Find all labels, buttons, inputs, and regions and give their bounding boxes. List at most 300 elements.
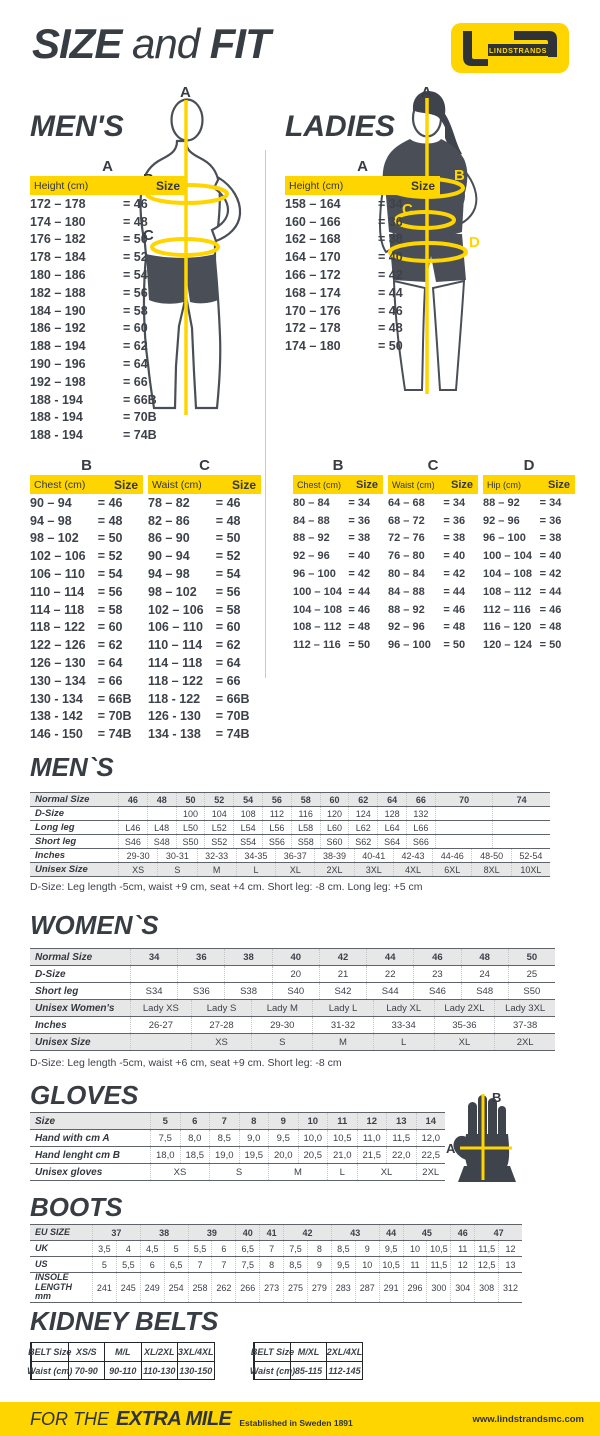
belt-value-cell: Waist (cm) — [254, 1362, 290, 1379]
size-cell: 8 — [259, 1257, 283, 1272]
row-label: Short leg — [35, 985, 79, 997]
table-header — [285, 176, 440, 195]
size-cell: 2XL — [416, 1164, 446, 1180]
column-header: Size — [231, 477, 256, 492]
column-header: Size — [450, 478, 473, 491]
size-value: = 40 — [443, 550, 466, 563]
size-cell: 132 — [406, 807, 435, 820]
label-a: A — [421, 84, 432, 101]
size-row — [483, 565, 575, 583]
size-value: = 58 — [123, 303, 148, 318]
size-cell: Lady 2XL — [434, 1000, 495, 1016]
size-cell: S50 — [508, 983, 555, 999]
range-value: 114 – 118 — [30, 602, 85, 617]
range-value: 80 – 84 — [388, 568, 425, 581]
size-value: = 42 — [443, 568, 466, 581]
row-label: Inches — [35, 1019, 67, 1031]
range-value: 160 – 166 — [285, 214, 341, 229]
size-cell: XS — [150, 1164, 209, 1180]
size-cell: 104 — [204, 807, 233, 820]
grid-row-unisex-size — [30, 863, 550, 877]
belt-header-cell: BELT Size — [254, 1343, 290, 1361]
size-cell: 7,5 — [283, 1241, 307, 1256]
size-row — [483, 547, 575, 565]
range-value: 110 – 114 — [148, 638, 203, 653]
size-rows — [30, 494, 143, 743]
size-cell: 9,0 — [239, 1130, 269, 1146]
size-value: = 44 — [348, 585, 371, 598]
size-value: = 62 — [123, 339, 148, 354]
size-value: = 52 — [123, 250, 148, 265]
size-value: = 66B — [123, 392, 157, 407]
size-cell: S42 — [319, 983, 366, 999]
range-value: 118 – 122 — [30, 620, 85, 635]
size-value: = 50 — [215, 531, 241, 546]
size-cell: 23 — [413, 966, 460, 982]
size-row — [148, 547, 261, 565]
row-cells — [118, 863, 550, 876]
range-value: 104 – 108 — [483, 568, 532, 581]
belt-header-cell: M/XL — [290, 1343, 326, 1361]
size-row — [388, 494, 478, 512]
size-row — [148, 725, 261, 743]
title-fit: FIT — [209, 20, 270, 67]
size-value: = 42 — [348, 568, 371, 581]
size-cell: 10 — [403, 1241, 427, 1256]
size-cell: 304 — [450, 1273, 474, 1302]
size-cell: 40-41 — [354, 849, 393, 862]
size-value: = 34 — [443, 496, 466, 509]
size-value: = 66B — [97, 691, 132, 706]
size-cell: 11,0 — [357, 1130, 387, 1146]
size-cell: S52 — [204, 835, 233, 848]
size-cell: 44 — [379, 1225, 403, 1240]
range-value: 126 – 130 — [30, 656, 86, 671]
size-row — [30, 284, 185, 302]
range-value: 102 – 106 — [148, 602, 204, 617]
mens-size-grid — [30, 792, 550, 877]
size-cell: 22,5 — [416, 1147, 446, 1163]
size-value: = 38 — [378, 232, 403, 247]
size-rows — [388, 494, 478, 654]
range-value: 176 – 182 — [30, 232, 86, 247]
table-header — [388, 475, 478, 494]
size-row — [30, 654, 143, 672]
size-cell: 43 — [331, 1225, 379, 1240]
size-cell: 7,5 — [235, 1257, 259, 1272]
range-value: 118 – 122 — [148, 673, 203, 688]
size-cell: M — [312, 1034, 373, 1050]
mens-section-title: MEN'S — [30, 110, 124, 143]
size-cell: 249 — [140, 1273, 164, 1302]
size-value: = 52 — [215, 549, 241, 564]
size-value: = 50 — [97, 531, 123, 546]
belt-value-cell: 85-115 — [290, 1362, 326, 1379]
row-label: Hand with cm A — [35, 1132, 110, 1144]
range-value: 90 – 94 — [148, 549, 190, 564]
logo-wordmark: LINDSTRANDS — [488, 46, 548, 55]
size-row — [293, 583, 383, 601]
size-cell: S48 — [461, 983, 508, 999]
size-value: = 66 — [123, 374, 148, 389]
size-value: = 54 — [215, 567, 241, 582]
size-cell: 29-30 — [118, 849, 157, 862]
range-value: 170 – 176 — [285, 303, 341, 318]
size-cell: 7 — [209, 1113, 239, 1129]
size-row — [293, 512, 383, 530]
size-row — [30, 373, 185, 391]
size-cell: S50 — [176, 835, 205, 848]
range-value: 188 - 194 — [30, 410, 83, 425]
size-cell: 21,5 — [357, 1147, 387, 1163]
column-header: Waist (cm) — [152, 478, 202, 491]
size-cell: 10 — [355, 1257, 379, 1272]
belt-header-cell: 3XL/4XL — [177, 1343, 214, 1361]
size-cell: 4XL — [393, 863, 432, 876]
belt-header-row — [250, 1343, 363, 1361]
size-value: = 38 — [443, 532, 466, 545]
belt-value-cell: 130-150 — [177, 1362, 214, 1379]
size-value: = 40 — [378, 250, 403, 265]
range-value: 88 – 92 — [483, 496, 520, 509]
range-value: 88 – 92 — [388, 603, 425, 616]
range-value: 116 – 120 — [483, 621, 532, 634]
label-a: A — [180, 84, 191, 101]
size-value: = 74B — [215, 727, 250, 742]
range-value: 78 – 82 — [148, 495, 190, 510]
size-value: = 66B — [215, 691, 250, 706]
row-cells — [92, 1225, 522, 1240]
size-cell: XS — [191, 1034, 252, 1050]
size-cell: XS — [118, 863, 157, 876]
size-value: = 56 — [123, 285, 148, 300]
size-cell: S46 — [118, 835, 147, 848]
size-cell: 44-46 — [432, 849, 471, 862]
size-cell: 29-30 — [251, 1017, 312, 1033]
footer-tagline-2: EXTRA MILE — [116, 1407, 232, 1430]
size-row — [148, 530, 261, 548]
size-value: = 44 — [539, 585, 562, 598]
ladies-hip-table — [483, 457, 575, 654]
size-cell: 19,0 — [209, 1147, 239, 1163]
grid-row-d-size — [30, 807, 550, 821]
size-row — [148, 708, 261, 726]
size-cell: S — [209, 1164, 268, 1180]
range-value: 172 – 178 — [285, 321, 341, 336]
row-label: Unisex Size — [35, 864, 88, 875]
size-row — [148, 601, 261, 619]
size-row — [30, 512, 143, 530]
size-cell: L62 — [348, 821, 377, 834]
grid-row-short-leg — [30, 835, 550, 849]
range-value: 72 – 76 — [388, 532, 425, 545]
table-header — [30, 176, 185, 195]
table-header — [30, 475, 143, 494]
size-value: = 60 — [123, 321, 148, 336]
grid-row-inches — [30, 849, 550, 863]
size-value: = 50 — [348, 639, 371, 652]
page-title — [32, 20, 270, 68]
belt-header-cell: XS/S — [68, 1343, 105, 1361]
range-value: 112 – 116 — [293, 639, 341, 652]
size-row — [30, 619, 143, 637]
size-cell: 7 — [211, 1257, 235, 1272]
grid-row-normal-size — [30, 949, 555, 966]
size-cell: L — [236, 863, 275, 876]
glove-cuff — [458, 1166, 516, 1182]
size-row — [285, 266, 440, 284]
size-cell: 12,5 — [474, 1257, 498, 1272]
range-value: 188 - 194 — [30, 428, 83, 443]
size-cell: 46 — [118, 793, 147, 806]
size-cell: 10,5 — [426, 1241, 450, 1256]
range-value: 110 – 114 — [30, 584, 85, 599]
row-label: INSOLE LENGTH mm — [35, 1271, 72, 1302]
size-row — [388, 565, 478, 583]
size-cell: 20,5 — [298, 1147, 328, 1163]
size-rows — [285, 195, 440, 355]
size-cell: M — [197, 863, 236, 876]
size-cell: 120 — [320, 807, 349, 820]
belt-header-cell: 2XL/4XL — [326, 1343, 362, 1361]
size-cell: 6 — [180, 1113, 210, 1129]
row-label: Size — [35, 1115, 56, 1127]
glove-diagram — [446, 1090, 546, 1186]
size-row — [30, 320, 185, 338]
label-b: B — [492, 1090, 502, 1105]
size-cell: 4,5 — [140, 1241, 164, 1256]
range-value: 86 – 90 — [148, 531, 190, 546]
lindstrands-logo — [450, 22, 570, 74]
size-row — [293, 565, 383, 583]
size-cell: 10XL — [511, 863, 550, 876]
range-value: 172 – 178 — [30, 196, 86, 211]
size-row — [30, 426, 185, 444]
size-cell: 35-36 — [434, 1017, 495, 1033]
size-cell: 30-31 — [157, 849, 196, 862]
size-row — [30, 725, 143, 743]
row-label: Hand lenght cm B — [35, 1149, 121, 1161]
size-cell: 2XL — [314, 863, 353, 876]
size-row — [483, 512, 575, 530]
size-cell: 21,0 — [327, 1147, 357, 1163]
row-cells — [118, 821, 550, 834]
size-row — [30, 302, 185, 320]
size-cell: 14 — [416, 1113, 446, 1129]
grid-row-normal-size — [30, 793, 550, 807]
size-cell: 9,5 — [268, 1130, 298, 1146]
range-value: 94 – 98 — [148, 567, 190, 582]
size-row — [30, 547, 143, 565]
range-value: 98 – 102 — [30, 531, 79, 546]
size-cell: 48-50 — [471, 849, 510, 862]
size-row — [388, 619, 478, 637]
size-row — [285, 248, 440, 266]
size-row — [30, 601, 143, 619]
size-cell: 5,5 — [116, 1257, 140, 1272]
row-cells — [150, 1147, 445, 1163]
glove-palm — [465, 1134, 509, 1168]
size-cell — [147, 807, 176, 820]
belt-header-cell: XL/2XL — [141, 1343, 178, 1361]
range-value: 178 – 184 — [30, 250, 86, 265]
size-cell: Lady XL — [373, 1000, 434, 1016]
measure-letter: C — [427, 457, 439, 474]
range-value: 96 – 100 — [388, 639, 431, 652]
size-cell: 56 — [262, 793, 291, 806]
size-cell: Lady M — [251, 1000, 312, 1016]
size-row — [285, 320, 440, 338]
belt-value-cell: Waist (cm) — [31, 1362, 68, 1379]
grid-row-us — [30, 1257, 522, 1273]
range-value: 130 – 134 — [30, 673, 86, 688]
size-cell — [492, 821, 550, 834]
size-row — [293, 601, 383, 619]
size-cell: 33-34 — [373, 1017, 434, 1033]
column-header: Size — [547, 478, 570, 491]
range-value: 92 – 96 — [483, 514, 520, 527]
size-cell: 11,5 — [474, 1241, 498, 1256]
size-cell: 60 — [320, 793, 349, 806]
range-value: 100 – 104 — [293, 585, 342, 598]
size-cell: 11,5 — [426, 1257, 450, 1272]
size-value: = 56 — [97, 584, 123, 599]
size-value: = 40 — [348, 550, 371, 563]
size-cell: 11,5 — [386, 1130, 416, 1146]
size-cell: 39 — [188, 1225, 236, 1240]
size-cell: 3,5 — [92, 1241, 116, 1256]
mens-grid-footnote: D-Size: Leg length -5cm, waist +9 cm, seat +4 cm. Short leg: -8 cm. Long leg: +5 cm — [30, 881, 423, 893]
size-cell: 13 — [498, 1257, 522, 1272]
size-cell: 36 — [177, 949, 224, 965]
size-cell: 22 — [366, 966, 413, 982]
size-cell: M — [268, 1164, 327, 1180]
size-cell: 58 — [291, 793, 320, 806]
size-cell: 100 — [176, 807, 205, 820]
range-value: 108 – 112 — [483, 585, 532, 598]
size-rows — [148, 494, 261, 743]
range-value: 158 – 164 — [285, 196, 341, 211]
size-value: = 64 — [97, 656, 123, 671]
womens-grid-footnote: D-Size: Leg length -5cm, waist +6 cm, seat +9 cm. Short leg: -8 cm — [30, 1057, 342, 1069]
size-cell: 64 — [377, 793, 406, 806]
size-value: = 34 — [539, 496, 562, 509]
size-value: = 38 — [539, 532, 562, 545]
size-cell: 26-27 — [130, 1017, 191, 1033]
range-value: 90 – 94 — [30, 495, 72, 510]
size-value: = 36 — [443, 514, 466, 527]
size-row — [483, 494, 575, 512]
row-cells — [92, 1241, 522, 1256]
size-row — [30, 409, 185, 427]
column-header: Size — [155, 178, 180, 193]
size-cell — [224, 966, 271, 982]
belt-value-cell: 70-90 — [68, 1362, 105, 1379]
size-row — [483, 619, 575, 637]
boots-size-grid — [30, 1224, 522, 1303]
size-cell: 44 — [366, 949, 413, 965]
range-value: 94 – 98 — [30, 513, 72, 528]
size-cell: 66 — [406, 793, 435, 806]
size-cell: 48 — [461, 949, 508, 965]
size-row — [30, 337, 185, 355]
size-cell: 287 — [355, 1273, 379, 1302]
size-cell: 8 — [239, 1113, 269, 1129]
range-value: 126 - 130 — [148, 709, 201, 724]
size-cell: 18,5 — [180, 1147, 210, 1163]
column-header: Height (cm) — [289, 179, 344, 192]
size-row — [285, 284, 440, 302]
size-value: = 54 — [123, 268, 148, 283]
range-value: 76 – 80 — [388, 550, 425, 563]
size-cell: L48 — [147, 821, 176, 834]
size-value: = 60 — [215, 620, 241, 635]
size-value: = 48 — [378, 321, 403, 336]
row-cells — [92, 1273, 522, 1302]
size-row — [148, 690, 261, 708]
size-value: = 50 — [443, 639, 466, 652]
size-cell: 5 — [164, 1241, 188, 1256]
gloves-title: GLOVES — [30, 1080, 139, 1110]
size-cell: 112 — [262, 807, 291, 820]
size-cell: S — [157, 863, 196, 876]
ladies-section-title: LADIES — [285, 110, 396, 143]
range-value: 146 - 150 — [30, 727, 83, 742]
range-value: 120 – 124 — [483, 639, 532, 652]
size-cell: 45 — [403, 1225, 451, 1240]
range-value: 138 - 142 — [30, 709, 83, 724]
size-cell: 12,0 — [416, 1130, 446, 1146]
size-cell: 8,5 — [283, 1257, 307, 1272]
size-value: = 48 — [443, 621, 466, 634]
ladies-waist-table — [388, 457, 478, 654]
size-row — [30, 672, 143, 690]
size-row — [30, 213, 185, 231]
size-value: = 34 — [378, 196, 403, 211]
footer-website-link[interactable]: www.lindstrandsmc.com — [472, 1413, 584, 1425]
size-cell: 20 — [272, 966, 319, 982]
grid-row-hand-length — [30, 1147, 445, 1164]
grid-row-eu-size — [30, 1225, 522, 1241]
size-row — [293, 636, 383, 654]
size-row — [148, 494, 261, 512]
size-cell: 9,5 — [379, 1241, 403, 1256]
row-label: D-Size — [35, 968, 66, 980]
size-cell: S58 — [291, 835, 320, 848]
size-cell: S34 — [130, 983, 177, 999]
size-value: = 42 — [378, 268, 403, 283]
size-cell: 34-35 — [236, 849, 275, 862]
range-value: 88 – 92 — [293, 532, 330, 545]
size-row — [293, 494, 383, 512]
size-cell: 38 — [140, 1225, 188, 1240]
row-cells — [92, 1257, 522, 1272]
size-cell: Lady 3XL — [494, 1000, 555, 1016]
footer-banner — [0, 1402, 600, 1436]
size-cell: S44 — [366, 983, 413, 999]
size-value: = 66 — [97, 673, 123, 688]
size-cell: XL — [275, 863, 314, 876]
size-cell: 8,5 — [331, 1241, 355, 1256]
size-cell: 38 — [224, 949, 271, 965]
size-row — [293, 619, 383, 637]
row-label: Unisex Size — [35, 1036, 91, 1048]
size-cell: 241 — [92, 1273, 116, 1302]
size-cell: 5 — [150, 1113, 180, 1129]
ladies-height-table — [285, 158, 440, 355]
belt-header-cell: BELT Size — [31, 1343, 68, 1361]
size-cell: 18,0 — [150, 1147, 180, 1163]
